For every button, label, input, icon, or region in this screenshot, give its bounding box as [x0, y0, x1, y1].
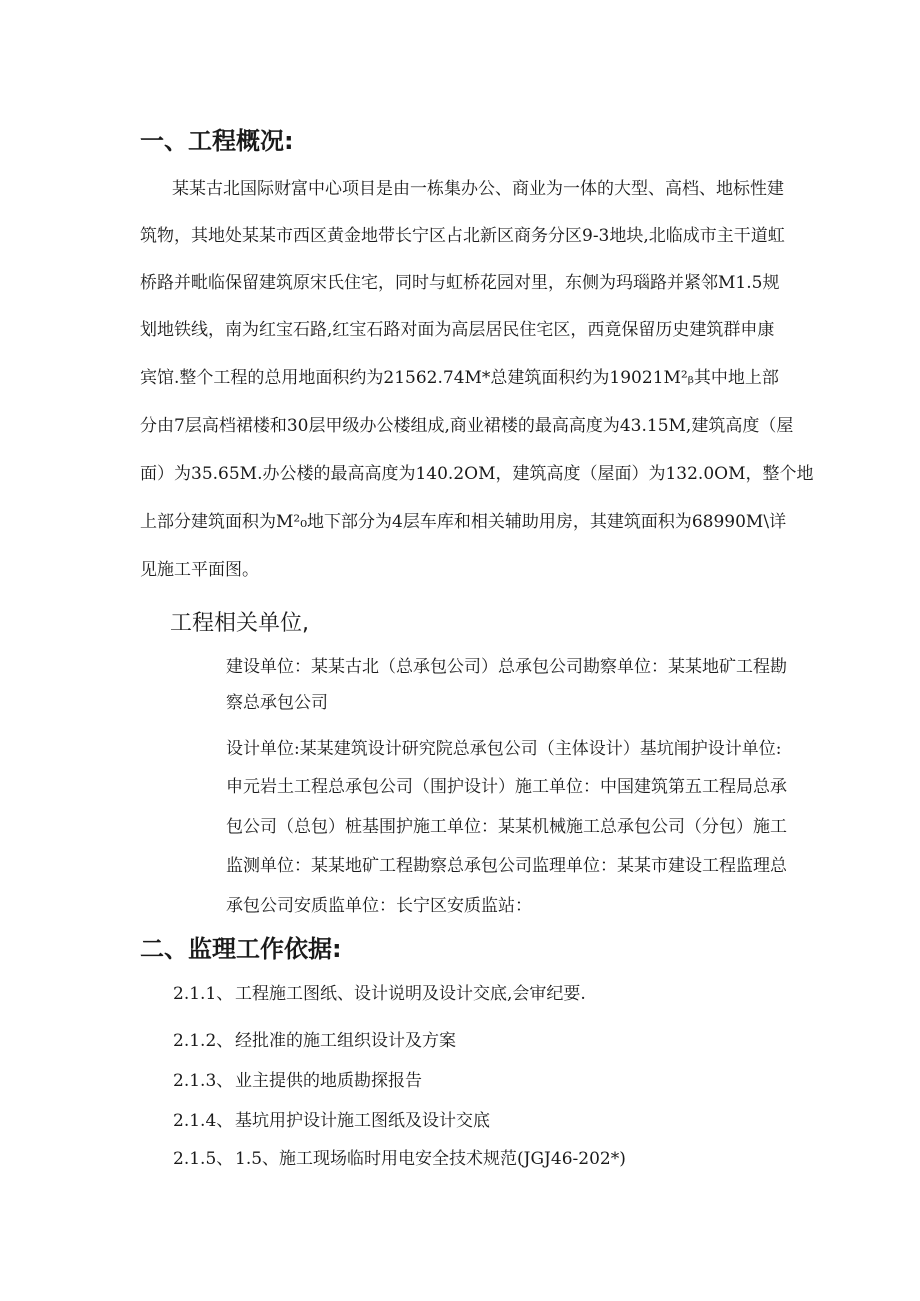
item-text: 工程施工图纸、设计说明及设计交底,会审纪要. [235, 984, 586, 1004]
basis-list-item [173, 1066, 422, 1091]
paragraph-line: 见施工平面图。 [140, 560, 259, 580]
item-number: 2.1.2、 [173, 1031, 234, 1051]
units-line: 察总承包公司 [226, 693, 328, 713]
basis-list-item [173, 1026, 456, 1051]
item-text: 基坑用护设计施工图纸及设计交底 [235, 1111, 490, 1131]
basis-list-item [173, 1144, 626, 1169]
paragraph-line: 分由7层高档裙楼和30层甲级办公楼组成,商业裙楼的最高高度为43.15M,建筑高度（屋 [140, 416, 794, 436]
paragraph-line: 桥路并毗临保留建筑原宋氏住宅，同时与虹桥花园对里，东侧为玛瑙路并紧邻M1.5规 [140, 273, 780, 293]
paragraph-line: 筑物，其地处某某市西区黄金地带长宁区占北新区商务分区9-3地块,北临成市主干道虹 [140, 226, 785, 246]
item-text: 1.5、施工现场临时用电安全技术规范(JGJ46-202*) [235, 1149, 626, 1169]
units-line: 包公司（总包）桩基围护施工单位：某某机械施工总承包公司（分包）施工 [226, 817, 787, 837]
units-line: 承包公司安质监单位：长宁区安质监站： [226, 896, 532, 916]
related-units-heading: 工程相关单位, [170, 611, 309, 636]
basis-list-item [173, 1106, 490, 1131]
item-number: 2.1.1、 [173, 984, 234, 1004]
units-line: 设计单位:某某建筑设计研究院总承包公司（主体设计）基坑闱护设计单位: [226, 739, 782, 759]
section1-heading: 一、工程概况: [140, 127, 294, 155]
units-line: 监测单位：某某地矿工程勘察总承包公司监理单位：某某市建设工程监理总 [226, 856, 787, 876]
item-number: 2.1.4、 [173, 1111, 234, 1131]
item-text: 经批准的施工组织设计及方案 [235, 1031, 456, 1051]
item-number: 2.1.3、 [173, 1071, 234, 1091]
paragraph-line: 宾馆.整个工程的总用地面积约为21562.74M*总建筑面积约为19021M²ᵦ其中地上部 [140, 368, 779, 388]
item-text: 业主提供的地质勘探报告 [235, 1071, 422, 1091]
paragraph-line: 面）为35.65M.办公楼的最高高度为140.2OM，建筑高度（屋面）为132.0OM，整个地 [140, 464, 814, 484]
paragraph-line: 划地铁线，南为红宝石路,红宝石路对面为高层居民住宅区，西竟保留历史建筑群申康 [140, 320, 775, 340]
paragraph-line: 某某古北国际财富中心项目是由一栋集办公、商业为一体的大型、高档、地标性建 [172, 179, 784, 199]
paragraph-line: 上部分建筑面积为M²₀地下部分为4层车库和相关辅助用房，其建筑面积为68990M\详 [140, 512, 787, 532]
section2-heading: 二、监理工作依据: [140, 935, 342, 963]
units-line: 申元岩土工程总承包公司（围护设计）施工单位：中国建筑第五工程局总承 [226, 777, 787, 797]
units-line: 建设单位：某某古北（总承包公司）总承包公司勘察单位：某某地矿工程勘 [226, 657, 787, 677]
basis-list-item [173, 979, 586, 1004]
item-number: 2.1.5、 [173, 1149, 234, 1169]
